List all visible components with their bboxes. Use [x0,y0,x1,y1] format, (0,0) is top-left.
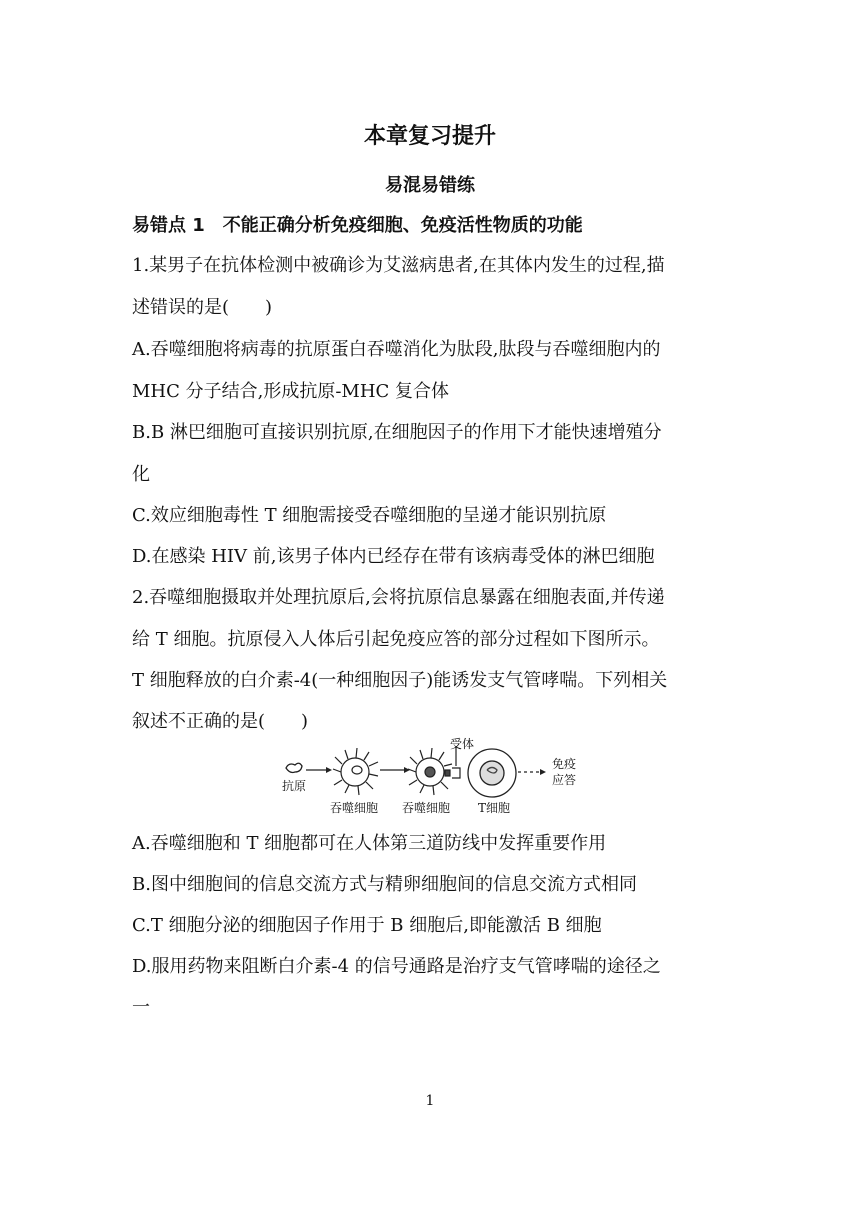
page-subtitle: 易混易错练 [385,175,475,196]
q2-option-a: A.吞噬细胞和 T 细胞都可在人体第三道防线中发挥重要作用 [132,833,607,854]
phagocyte-1-label: 吞噬细胞 [330,801,379,815]
t-cell-label: T细胞 [478,801,511,815]
q2-stem-line3: T 细胞释放的白介素-4(一种细胞因子)能诱发支气管哮喘。下列相关 [132,670,668,691]
q2-stem-line1: 2.吞噬细胞摄取并处理抗原后,会将抗原信息暴露在细胞表面,并传递 [132,587,665,608]
phagocyte-2-shape [408,748,452,795]
t-cell-shape [468,749,516,797]
q1-option-c: C.效应细胞毒性 T 细胞需接受吞噬细胞的呈递才能识别抗原 [132,505,607,526]
q1-option-a-line2: MHC 分子结合,形成抗原-MHC 复合体 [132,381,450,402]
q1-option-b-line1: B.B 淋巴细胞可直接识别抗原,在细胞因子的作用下才能快速增殖分 [132,422,662,443]
receptor-label: 受体 [450,737,475,751]
q2-option-d-line2: 一 [132,997,150,1018]
q1-option-d: D.在感染 HIV 前,该男子体内已经存在带有该病毒受体的淋巴细胞 [132,546,655,567]
q2-stem-line2: 给 T 细胞。抗原侵入人体后引起免疫应答的部分过程如下图所示。 [132,629,660,650]
q1-stem-line2: 述错误的是( ) [132,297,273,318]
phagocyte-2-label: 吞噬细胞 [402,801,451,815]
q1-option-b-line2: 化 [132,464,150,485]
phagocyte-1-shape [333,748,378,795]
immune-response-figure [280,736,590,822]
antigen-shape [286,763,302,772]
response-label-1: 免疫 [552,757,577,771]
antigen-label: 抗原 [282,779,307,793]
q2-option-d-line1: D.服用药物来阻断白介素-4 的信号通路是治疗支气管哮喘的途径之 [132,956,661,977]
q2-option-c: C.T 细胞分泌的细胞因子作用于 B 细胞后,即能激活 B 细胞 [132,915,602,936]
page-title: 本章复习提升 [363,124,496,149]
page-number: 1 [425,1093,435,1109]
q2-option-b: B.图中细胞间的信息交流方式与精卵细胞间的信息交流方式相同 [132,874,637,895]
q1-stem-line1: 1.某男子在抗体检测中被确诊为艾滋病患者,在其体内发生的过程,描 [132,255,665,276]
q2-stem-line4: 叙述不正确的是( ) [132,711,309,732]
section-heading: 易错点 1 不能正确分析免疫细胞、免疫活性物质的功能 [132,215,583,236]
q1-option-a-line1: A.吞噬细胞将病毒的抗原蛋白吞噬消化为肽段,肽段与吞噬细胞内的 [132,339,661,360]
response-label-2: 应答 [552,773,577,787]
